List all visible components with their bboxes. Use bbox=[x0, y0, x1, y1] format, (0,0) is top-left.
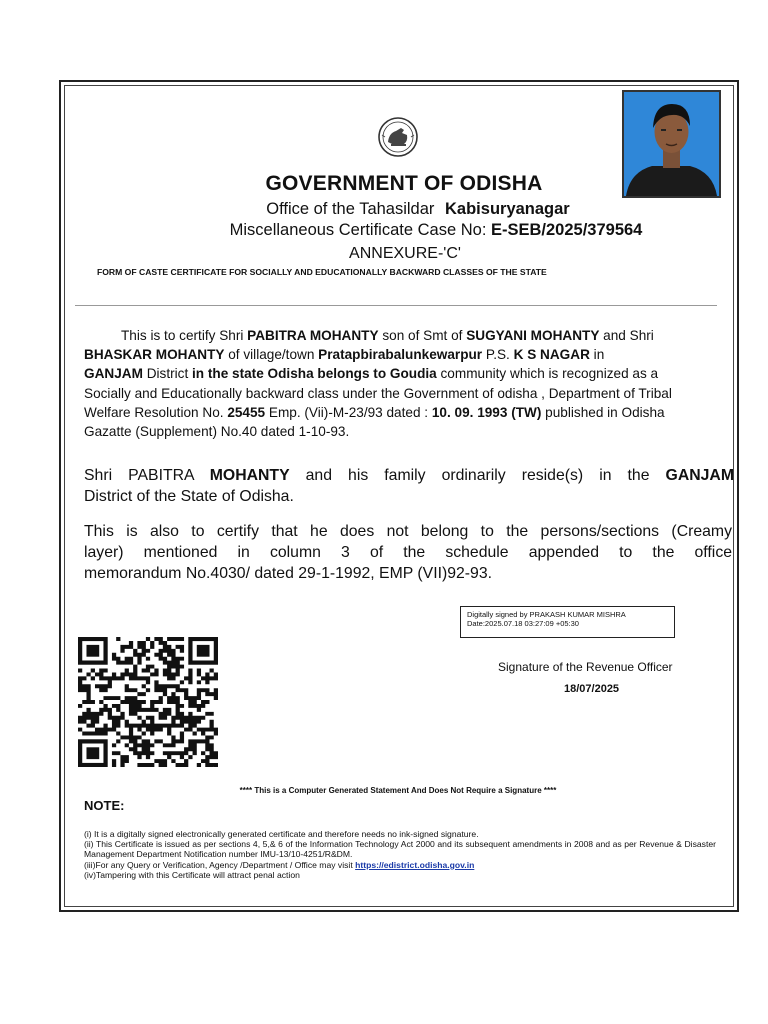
cert-text: P.S. bbox=[482, 347, 514, 363]
cert-line-2 bbox=[84, 345, 734, 364]
form-title: FORM OF CASTE CERTIFICATE FOR SOCIALLY AND EDUCATIONALLY BACKWARD CLASSES OF THE STATE bbox=[97, 267, 547, 277]
signature-label: Signature of the Revenue Officer bbox=[498, 660, 673, 674]
case-prefix: Miscellaneous Certificate Case No: bbox=[229, 221, 487, 239]
note-text: (iii)For any Query or Verification, Agency /Department / Office may visit bbox=[84, 859, 356, 870]
qr-code-icon bbox=[78, 637, 218, 767]
police-station: K S NAGAR bbox=[513, 347, 590, 363]
cert-line-6: Gazatte (Supplement) No.40 dated 1-10-93. bbox=[84, 424, 350, 440]
residence-line-1 bbox=[84, 465, 734, 486]
creamy-line-3: memorandum No.4030/ dated 29-1-1992, EMP (VII)92-93. bbox=[84, 565, 493, 582]
edistrict-link[interactable]: https://edistrict.odisha.gov.in bbox=[355, 859, 475, 870]
cert-line-3 bbox=[84, 364, 734, 383]
certificate-paragraph bbox=[84, 326, 734, 441]
res-name-last: MOHANTY bbox=[209, 467, 290, 484]
cert-text: Emp. (Vii)-M-23/93 dated : bbox=[265, 404, 432, 420]
creamy-layer-paragraph bbox=[84, 521, 732, 584]
note-item bbox=[84, 860, 716, 870]
cert-text: community which is recognized as a bbox=[436, 366, 659, 382]
digital-signature-box bbox=[460, 606, 675, 638]
state-emblem-icon bbox=[377, 116, 419, 158]
government-title: GOVERNMENT OF ODISHA bbox=[265, 172, 543, 195]
resolution-number: 25455 bbox=[227, 404, 266, 420]
creamy-line-1: This is also to certify that he does not belong to the persons/sections (Creamy bbox=[84, 523, 732, 540]
cert-text: published in Odisha bbox=[541, 404, 665, 420]
cert-text: Welfare Resolution No. bbox=[84, 404, 228, 420]
district-name: GANJAM bbox=[84, 366, 143, 382]
resolution-date: 10. 09. 1993 (TW) bbox=[431, 404, 542, 420]
cert-text: and Shri bbox=[599, 328, 654, 343]
state-community: in the state Odisha belongs to Goudia bbox=[192, 366, 437, 382]
cert-line-1 bbox=[84, 326, 734, 345]
father-name: BHASKAR MOHANTY bbox=[84, 347, 225, 363]
residence-line-2: District of the State of Odisha. bbox=[84, 488, 294, 505]
note-heading: NOTE: bbox=[84, 798, 125, 813]
creamy-line-2: layer) mentioned in column 3 of the schedule appended to the office bbox=[84, 544, 732, 561]
cert-text: This is to certify Shri bbox=[121, 328, 248, 343]
case-line bbox=[0, 221, 768, 240]
notes-list bbox=[84, 829, 716, 880]
note-item: (ii) This Certificate is issued as per sections 4, 5,& 6 of the Information Technology Act 2000 and its subsequent amendments in 2008 and as per Revenue & Disaster Management Department Notification number IMU-13/10-4251/R&DM. bbox=[84, 839, 716, 860]
office-line bbox=[0, 200, 768, 219]
res-name-first: PABITRA bbox=[128, 467, 194, 484]
res-district: GANJAM bbox=[665, 467, 735, 484]
digital-signer: Digitally signed by PRAKASH KUMAR MISHRA bbox=[467, 610, 626, 619]
annexure-label: ANNEXURE-'C' bbox=[349, 245, 461, 262]
res-text: and his family ordinarily reside(s) in the bbox=[289, 467, 666, 484]
cert-line-5 bbox=[84, 403, 734, 422]
village-name: Pratapbirabalunkewarpur bbox=[318, 347, 483, 363]
digital-sign-date: Date:2025.07.18 03:27:09 +05:30 bbox=[467, 619, 579, 628]
signature-date: 18/07/2025 bbox=[564, 683, 620, 695]
case-number: E-SEB/2025/379564 bbox=[491, 221, 643, 239]
divider bbox=[75, 305, 717, 306]
cert-text: son of Smt of bbox=[378, 328, 467, 343]
office-prefix: Office of the Tahasildar bbox=[266, 200, 435, 218]
office-name: Kabisuryanagar bbox=[445, 200, 570, 218]
computer-generated-note: **** This is a Computer Generated Statement And Does Not Require a Signature **** bbox=[239, 786, 557, 795]
mother-name: SUGYANI MOHANTY bbox=[466, 328, 600, 343]
note-item: (iv)Tampering with this Certificate will attract penal action bbox=[84, 869, 300, 880]
cert-text: in bbox=[589, 347, 605, 363]
cert-text: District bbox=[142, 366, 193, 382]
cert-text: of village/town bbox=[224, 347, 319, 363]
person-name: PABITRA MOHANTY bbox=[247, 328, 379, 343]
cert-line-4: Socially and Educationally backward class under the Government of odisha , Department of Tribal bbox=[84, 385, 672, 401]
note-item: (i) It is a digitally signed electronically generated certificate and therefore needs no ink-signed signature. bbox=[84, 829, 479, 839]
residence-paragraph bbox=[84, 465, 734, 507]
res-text: Shri bbox=[84, 467, 129, 484]
